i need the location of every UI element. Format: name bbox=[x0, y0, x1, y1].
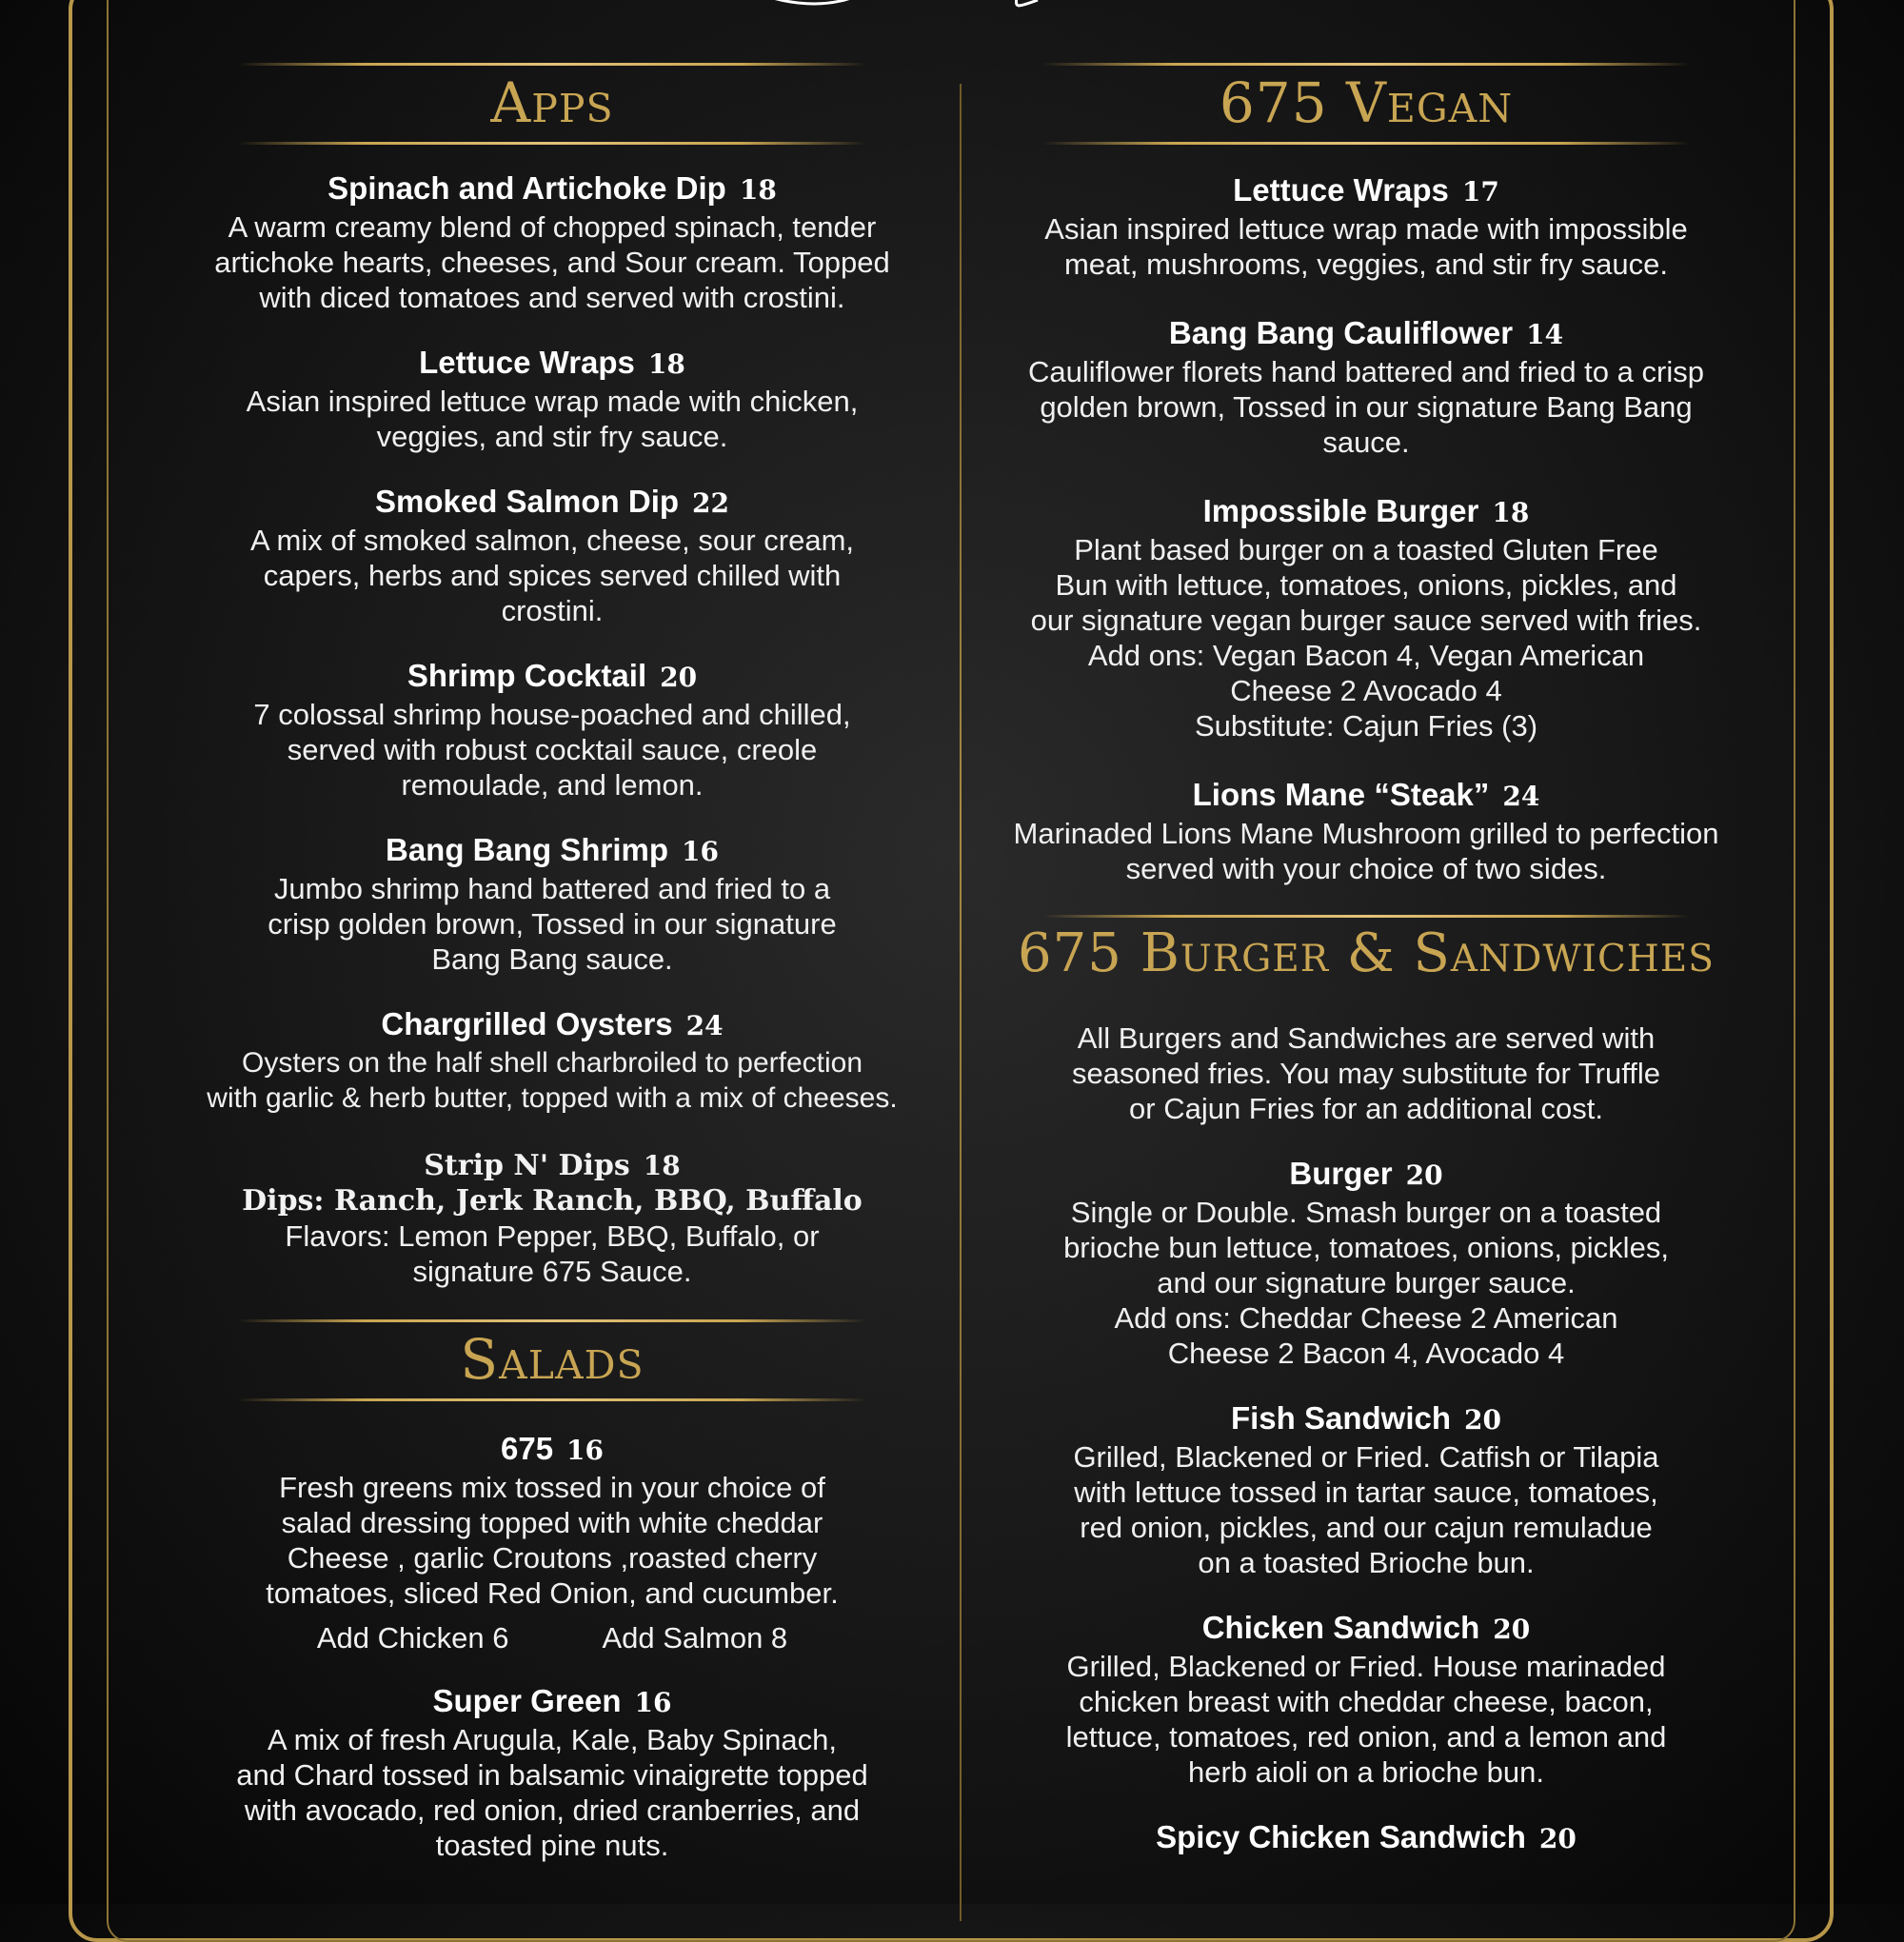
menu-item-super-green bbox=[181, 1682, 923, 1863]
item-price: 22 bbox=[692, 487, 730, 519]
menu-item-fish-sandwich bbox=[990, 1399, 1742, 1580]
vegan-rule-bottom bbox=[1042, 142, 1690, 145]
item-name: Bang Bang Cauliflower bbox=[1168, 315, 1514, 350]
item-description: Marinaded Lions Mane Mushroom grilled to perfection served with your choice of two sides. bbox=[1013, 817, 1719, 885]
menu-item-chargrilled-oysters bbox=[181, 1005, 923, 1116]
add-chicken: Add Chicken 6 bbox=[316, 1621, 509, 1655]
item-price: 16 bbox=[634, 1687, 672, 1718]
item-price: 24 bbox=[1502, 781, 1540, 812]
item-name: Chargrilled Oysters bbox=[381, 1006, 673, 1041]
item-name: Fish Sandwich bbox=[1230, 1400, 1452, 1436]
item-description: 7 colossal shrimp house-poached and chilled, served with robust cocktail sauce, creole remoulade, and lemon. bbox=[253, 698, 851, 802]
menu-item-strip-n-dips bbox=[181, 1148, 923, 1289]
right-column bbox=[990, 0, 1742, 1858]
burgers-header bbox=[990, 915, 1742, 992]
item-name: Bang Bang Shrimp bbox=[386, 832, 669, 867]
item-name: Smoked Salmon Dip bbox=[374, 484, 680, 519]
vegan-header bbox=[990, 63, 1742, 145]
item-name: Lettuce Wraps bbox=[1233, 172, 1449, 208]
menu-item-chicken-sandwich bbox=[990, 1609, 1742, 1790]
item-description: Oysters on the half shell charbroiled to perfection with garlic & herb butter, topped with a mix of cheeses. bbox=[207, 1047, 898, 1114]
item-price: 20 bbox=[1405, 1159, 1443, 1191]
apps-rule-bottom bbox=[238, 142, 866, 145]
menu-item-lettuce-wraps bbox=[181, 344, 923, 454]
burgers-intro bbox=[990, 1021, 1742, 1126]
item-name: Spicy Chicken Sandwich bbox=[1156, 1819, 1526, 1854]
item-name: Burger bbox=[1289, 1156, 1393, 1191]
item-price: 18 bbox=[739, 174, 777, 206]
item-name: Shrimp Cocktail bbox=[407, 658, 647, 693]
item-price: 18 bbox=[643, 1150, 681, 1181]
menu-item-lions-mane-steak bbox=[990, 776, 1742, 886]
menu-item-675-salad bbox=[181, 1430, 923, 1655]
item-description: Single or Double. Smash burger on a toasted brioche bun lettuce, tomatoes, onions, pickles, and our signature burger sauce. Add ons: Cheddar Cheese 2 American Cheese 2 Bacon 4, Avocado 4 bbox=[1063, 1196, 1669, 1370]
item-name: Lions Mane “Steak” bbox=[1192, 777, 1490, 812]
salads-title: Salads bbox=[460, 1327, 645, 1392]
item-price: 16 bbox=[682, 836, 719, 867]
item-price: 16 bbox=[566, 1435, 605, 1466]
item-name: Impossible Burger bbox=[1202, 493, 1479, 528]
menu-item-smoked-salmon-dip bbox=[181, 483, 923, 628]
item-price: 20 bbox=[1464, 1404, 1501, 1436]
menu-item-vegan-lettuce-wraps bbox=[990, 171, 1742, 282]
menu-item-burger bbox=[990, 1155, 1742, 1371]
item-price: 14 bbox=[1526, 319, 1564, 350]
item-price: 20 bbox=[1493, 1614, 1531, 1645]
item-price: 20 bbox=[660, 662, 698, 693]
item-description: A mix of smoked salmon, cheese, sour cream, capers, herbs and spices served chilled with crostini. bbox=[249, 524, 855, 627]
item-name: Strip N' Dips bbox=[424, 1149, 630, 1182]
item-price: 20 bbox=[1538, 1823, 1577, 1854]
item-name: Spinach and Artichoke Dip bbox=[327, 170, 726, 206]
item-description: A warm creamy blend of chopped spinach, tender artichoke hearts, cheeses, and Sour cream. Topped with diced tomatoes and served with crostini. bbox=[214, 210, 890, 314]
intro-text: All Burgers and Sandwiches are served with seasoned fries. You may substitute for Truffle or Cajun Fries for an additional cost. bbox=[1071, 1021, 1661, 1125]
item-name: Chicken Sandwich bbox=[1201, 1610, 1480, 1645]
item-description: Fresh greens mix tossed in your choice of salad dressing topped with white cheddar Cheese , garlic Croutons ,roasted cherry tomatoes, sliced Red Onion, and cucumber. bbox=[266, 1471, 839, 1610]
column-divider bbox=[960, 84, 962, 1921]
item-price: 18 bbox=[647, 348, 685, 380]
burgers-title: 675 Burger & Sandwiches bbox=[1018, 922, 1715, 984]
salad-addons bbox=[181, 1620, 923, 1655]
item-description: Cauliflower florets hand battered and fried to a crisp golden brown, Tossed in our signature Bang Bang sauce. bbox=[1028, 355, 1704, 459]
item-price: 18 bbox=[1492, 497, 1530, 528]
item-description: Asian inspired lettuce wrap made with impossible meat, mushrooms, veggies, and stir fry sauce. bbox=[1044, 212, 1688, 281]
item-description: Grilled, Blackened or Fried. House marinaded chicken breast with cheddar cheese, bacon, lettuce, tomatoes, red onion, and a lemon and herb aioli on a brioche bun. bbox=[1065, 1650, 1667, 1789]
item-description: Grilled, Blackened or Fried. Catfish or Tilapia with lettuce tossed in tartar sauce, tomatoes, red onion, pickles, and our cajun remuladue on a toasted Brioche bun. bbox=[1073, 1440, 1659, 1579]
menu-item-shrimp-cocktail bbox=[181, 657, 923, 803]
apps-header bbox=[181, 63, 923, 145]
vegan-title: 675 Vegan bbox=[1219, 70, 1514, 135]
item-description: Asian inspired lettuce wrap made with chicken, veggies, and stir fry sauce. bbox=[246, 385, 859, 453]
salads-rule-bottom bbox=[238, 1398, 866, 1401]
menu-item-bang-bang-cauliflower bbox=[990, 314, 1742, 460]
menu-item-spinach-artichoke-dip bbox=[181, 169, 923, 315]
add-salmon: Add Salmon 8 bbox=[602, 1621, 788, 1655]
salads-header bbox=[181, 1319, 923, 1401]
item-name: Super Green bbox=[432, 1683, 622, 1718]
item-description: Jumbo shrimp hand battered and fried to a crisp golden brown, Tossed in our signature Bang Bang sauce. bbox=[268, 872, 837, 976]
menu-item-impossible-burger bbox=[990, 492, 1742, 743]
menu-item-spicy-chicken-sandwich bbox=[990, 1818, 1742, 1858]
apps-title: Apps bbox=[490, 70, 614, 135]
item-price: 24 bbox=[685, 1010, 724, 1041]
dip-options: Dips: Ranch, Jerk Ranch, BBQ, Buffalo bbox=[242, 1184, 863, 1218]
item-name: 675 bbox=[500, 1431, 554, 1466]
item-description: A mix of fresh Arugula, Kale, Baby Spinach, and Chard tossed in balsamic vinaigrette topped with avocado, red onion, dried cranberries, and toasted pine nuts. bbox=[236, 1723, 868, 1862]
menu-item-bang-bang-shrimp bbox=[181, 831, 923, 977]
left-column bbox=[181, 0, 923, 1863]
item-description: Plant based burger on a toasted Gluten Free Bun with lettuce, tomatoes, onions, pickles, and our signature vegan burger sauce served with fries. Add ons: Vegan Bacon 4, Vegan American Cheese 2 Avocado 4 Substitute: Cajun Fries (3) bbox=[1030, 533, 1702, 743]
item-name: Lettuce Wraps bbox=[419, 345, 635, 380]
item-price: 17 bbox=[1461, 176, 1499, 208]
item-description: Flavors: Lemon Pepper, BBQ, Buffalo, or signature 675 Sauce. bbox=[285, 1219, 820, 1288]
